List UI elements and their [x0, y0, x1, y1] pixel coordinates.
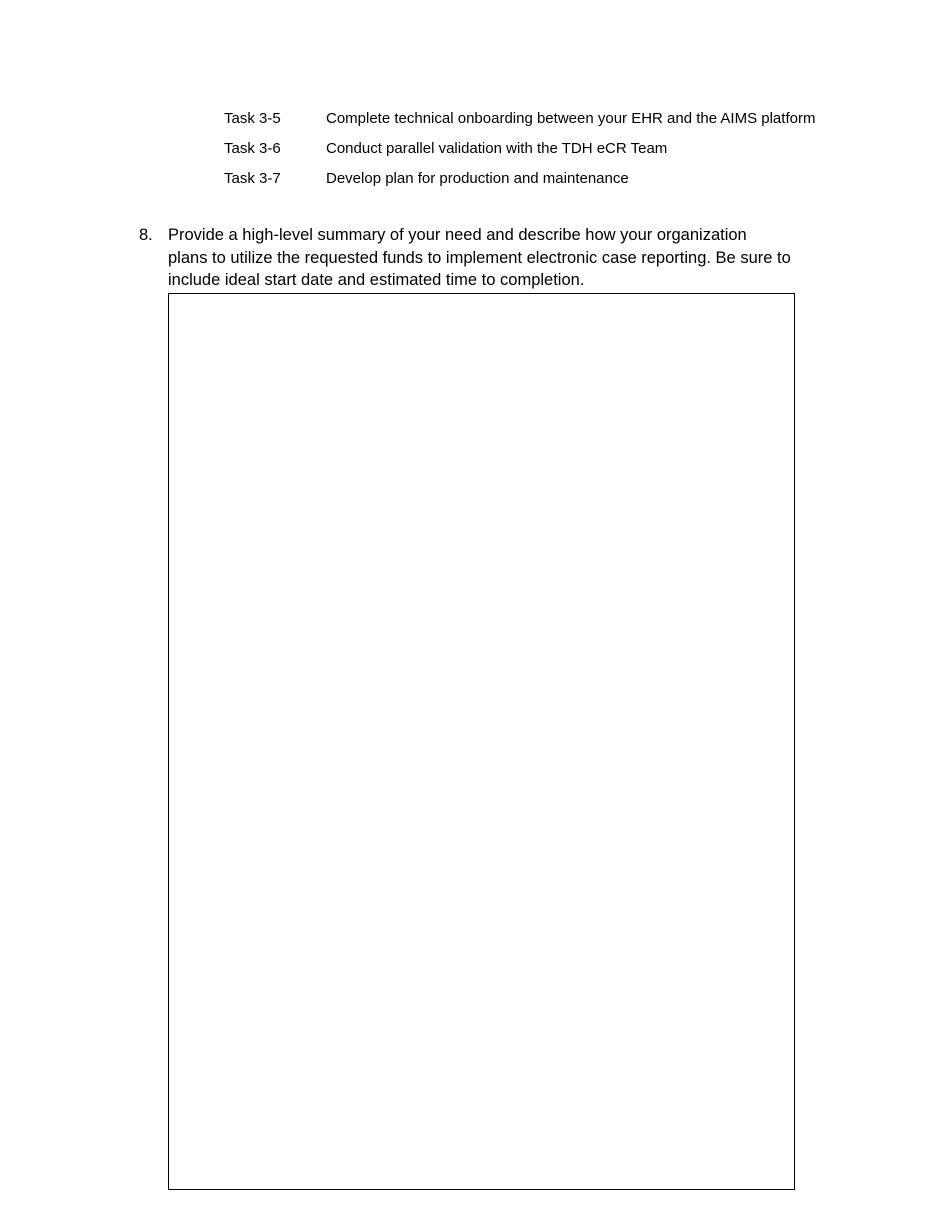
task-id: Task 3-5: [224, 110, 281, 127]
answer-text-box[interactable]: [168, 293, 795, 1190]
task-id: Task 3-6: [224, 140, 281, 157]
question-line: include ideal start date and estimated time to completion.: [168, 271, 585, 289]
task-id: Task 3-7: [224, 170, 281, 187]
question-text: [168, 224, 819, 292]
task-description: Develop plan for production and maintenance: [326, 170, 629, 187]
question-line: plans to utilize the requested funds to implement electronic case reporting. Be sure to: [168, 248, 791, 267]
task-description: Complete technical onboarding between your EHR and the AIMS platform: [326, 110, 816, 127]
question-number: 8.: [139, 226, 153, 244]
question-line: Provide a high-level summary of your need and describe how your organization: [168, 226, 747, 244]
task-description: Conduct parallel validation with the TDH eCR Team: [326, 140, 668, 157]
